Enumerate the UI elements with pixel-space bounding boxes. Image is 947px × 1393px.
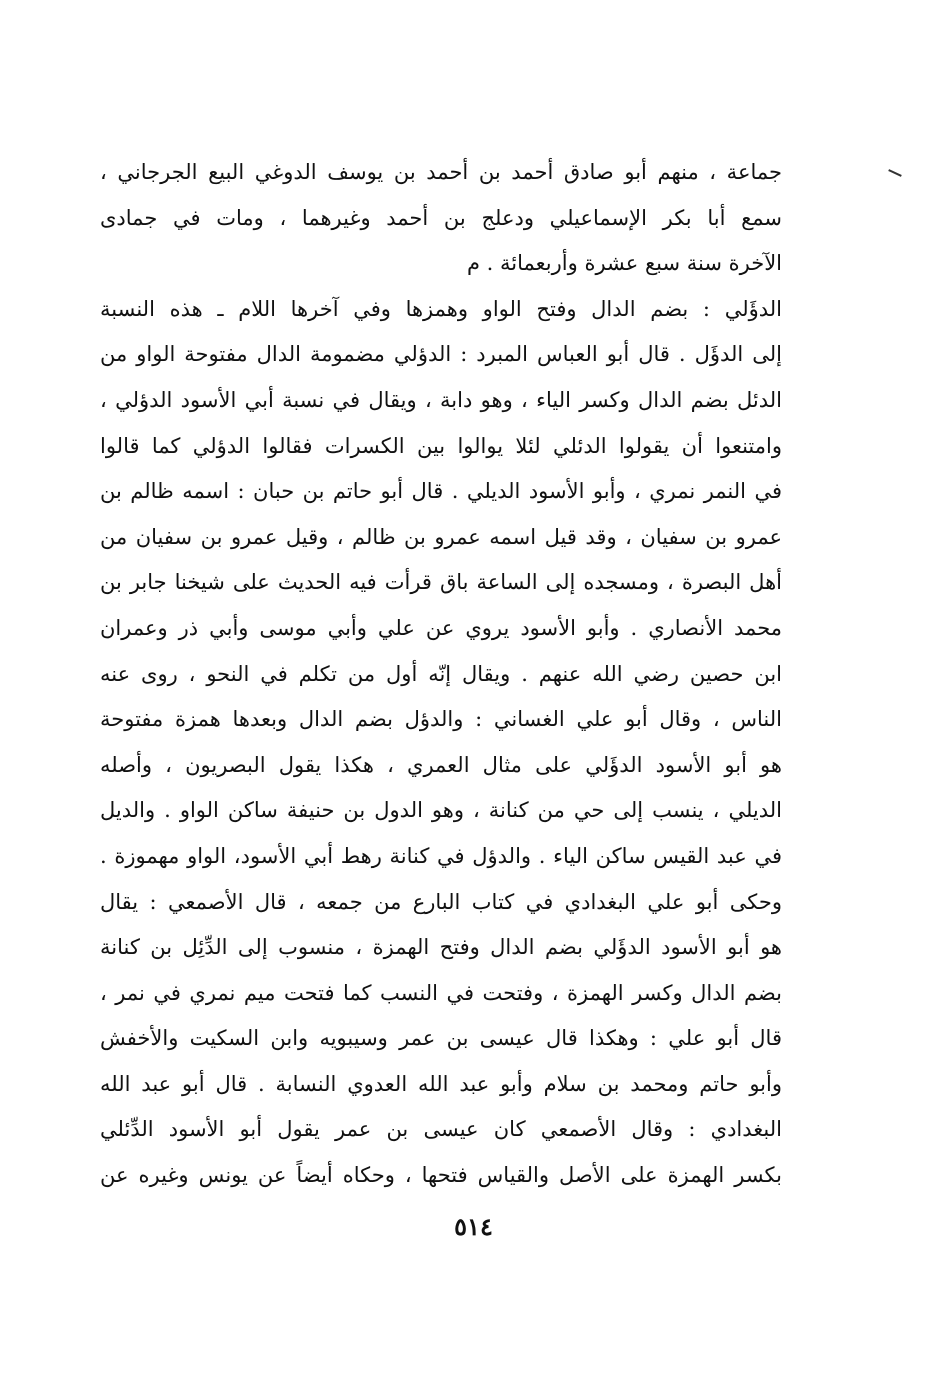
text-line: قال أبو علي : وهكذا قال عيسى بن عمر وسيبويه وابن السكيت والأخفش [100,1026,782,1051]
text-line: الآخرة سنة سبع عشرة وأربعمائة . م [467,251,782,276]
text-line: وامتنعوا أن يقولوا الدئلي لئلا يوالوا بين الكسرات فقالوا الدؤلي كما قالوا [100,433,782,458]
text-line: عمرو بن سفيان ، وقد قيل اسمه عمرو بن ظالم ، وقيل عمرو بن سفيان من [100,524,782,549]
text-line: ابن حصين رضي الله عنهم . ويقال إنّه أول من تكلم في النحو ، روى عنه [100,661,782,686]
text-line: محمد الأنصاري . وأبو الأسود يروي عن علي وأبي موسى وأبي ذر وعمران [100,615,782,640]
text-line: الدئل بضم الدال وكسر الياء ، وهو دابة ، ويقال في نسبة أبي الأسود الدؤلي ، [100,387,782,412]
scan-mark [888,169,902,177]
text-line: الدؤَلي : بضم الدال وفتح الواو وهمزها وفي آخرها اللام ـ هذه النسبة [100,296,782,321]
text-line: هو أبو الأسود الدؤَلي بضم الدال وفتح الهمزة ، منسوب إلى الدِّئِل بن كنانة [100,935,782,960]
text-line: وأبو حاتم ومحمد بن سلام وأبو عبد الله العدوي النسابة . قال أبو عبد الله [100,1071,782,1096]
text-line: البغدادي : وقال الأصمعي كان عيسى بن عمر يقول أبو الأسود الدِّئلي [100,1117,782,1142]
text-line: هو أبو الأسود الدؤَلي على مثال العمري ، هكذا يقول البصريون ، وأصله [100,752,782,777]
text-line: سمع أبا بكر الإسماعيلي ودعلج بن أحمد وغيرهما ، ومات في جمادى [100,205,782,230]
text-line: جماعة ، منهم أبو صادق أحمد بن أحمد بن يوسف الدوغي البيع الجرجاني ، [100,160,782,184]
text-line: بكسر الهمزة على الأصل والقياس فتحها ، وحكاه أيضاً عن يونس وغيره عن [100,1163,782,1188]
text-line: إلى الدؤَل . قال أبو العباس المبرد : الدؤلي مضمومة الدال مفتوحة الواو من [100,342,782,367]
text-line: أهل البصرة ، ومسجده إلى الساعة باق قرأت فيه الحديث على شيخنا جابر بن [100,570,782,595]
page-number: ٥١٤ [454,1212,493,1241]
text-line: في عبد القيس ساكن الياء . والدؤل في كنانة رهط أبي الأسود، الواو مهموزة . [100,843,782,868]
text-line: وحكى أبو علي البغدادي في كتاب البارع من جمعه ، قال الأصمعي : يقال [100,889,782,914]
body-text [100,150,782,1199]
text-line: في النمر نمري ، وأبو الأسود الديلي . قال أبو حاتم بن حبان : اسمه ظالم بن [100,479,782,504]
text-line: الديلي ، ينسب إلى حي من كنانة ، وهو الدول بن حنيفة ساكن الواو . والديل [100,798,782,823]
text-line: بضم الدال وكسر الهمزة ، وفتحت في النسب كما فتحت ميم نمري في نمر ، [100,980,782,1005]
text-line: الناس ، وقال أبو علي الغساني : والدؤل بضم الدال وبعدها همزة مفتوحة [100,707,782,732]
